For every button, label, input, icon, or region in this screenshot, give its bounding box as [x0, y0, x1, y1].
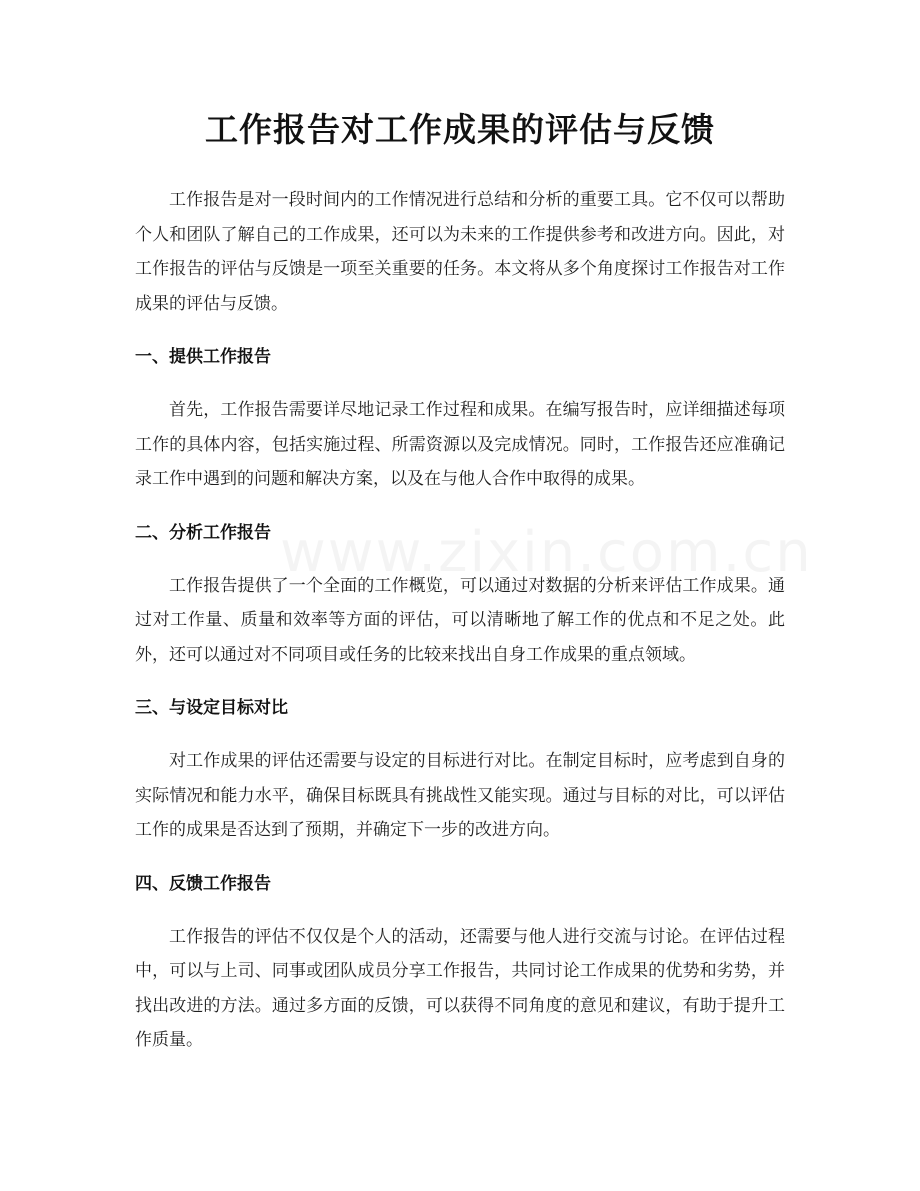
section-heading-2: 二、分析工作报告: [135, 522, 271, 543]
section-heading-4: 四、反馈工作报告: [135, 873, 271, 894]
document-body: [135, 183, 785, 1058]
page-title: 工作报告对工作成果的评估与反馈: [205, 110, 715, 149]
section-heading-1: 一、提供工作报告: [135, 347, 271, 367]
section-paragraph-3: 对工作成果的评估还需要与设定的目标进行对比。在制定目标时，应考虑到自身的实际情况和能力水平，确保目标既具有挑战性又能实现。通过与目标的对比，可以评估工作的成果是否达到了预期，并确定下一步的改进方向。: [135, 751, 785, 840]
section-paragraph-4: 工作报告的评估不仅仅是个人的活动，还需要与他人进行交流与讨论。在评估过程中，可以与上司、同事或团队成员分享工作报告，共同讨论工作成果的优势和劣势，并找出改进的方法。通过多方面的反馈，可以获得不同角度的意见和建议，有助于提升工作质量。: [135, 926, 785, 1050]
section-paragraph-2: 工作报告提供了一个全面的工作概览，可以通过对数据的分析来评估工作成果。通过对工作量、质量和效率等方面的评估，可以清晰地了解工作的优点和不足之处。此外，还可以通过对不同项目或任务的比较来找出自身工作成果的重点领域。: [135, 575, 785, 665]
section-heading-3: 三、与设定目标对比: [135, 698, 288, 718]
intro-paragraph: 工作报告是对一段时间内的工作情况进行总结和分析的重要工具。它不仅可以帮助个人和团队了解自己的工作成果，还可以为未来的工作提供参考和改进方向。因此，对工作报告的评估与反馈是一项至关重要的任务。本文将从多个角度探讨工作报告对工作成果的评估与反馈。: [135, 190, 785, 314]
section-paragraph-1: 首先，工作报告需要详尽地记录工作过程和成果。在编写报告时，应详细描述每项工作的具体内容，包括实施过程、所需资源以及完成情况。同时，工作报告还应准确记录工作中遇到的问题和解决方案，以及在与他人合作中取得的成果。: [135, 400, 785, 489]
